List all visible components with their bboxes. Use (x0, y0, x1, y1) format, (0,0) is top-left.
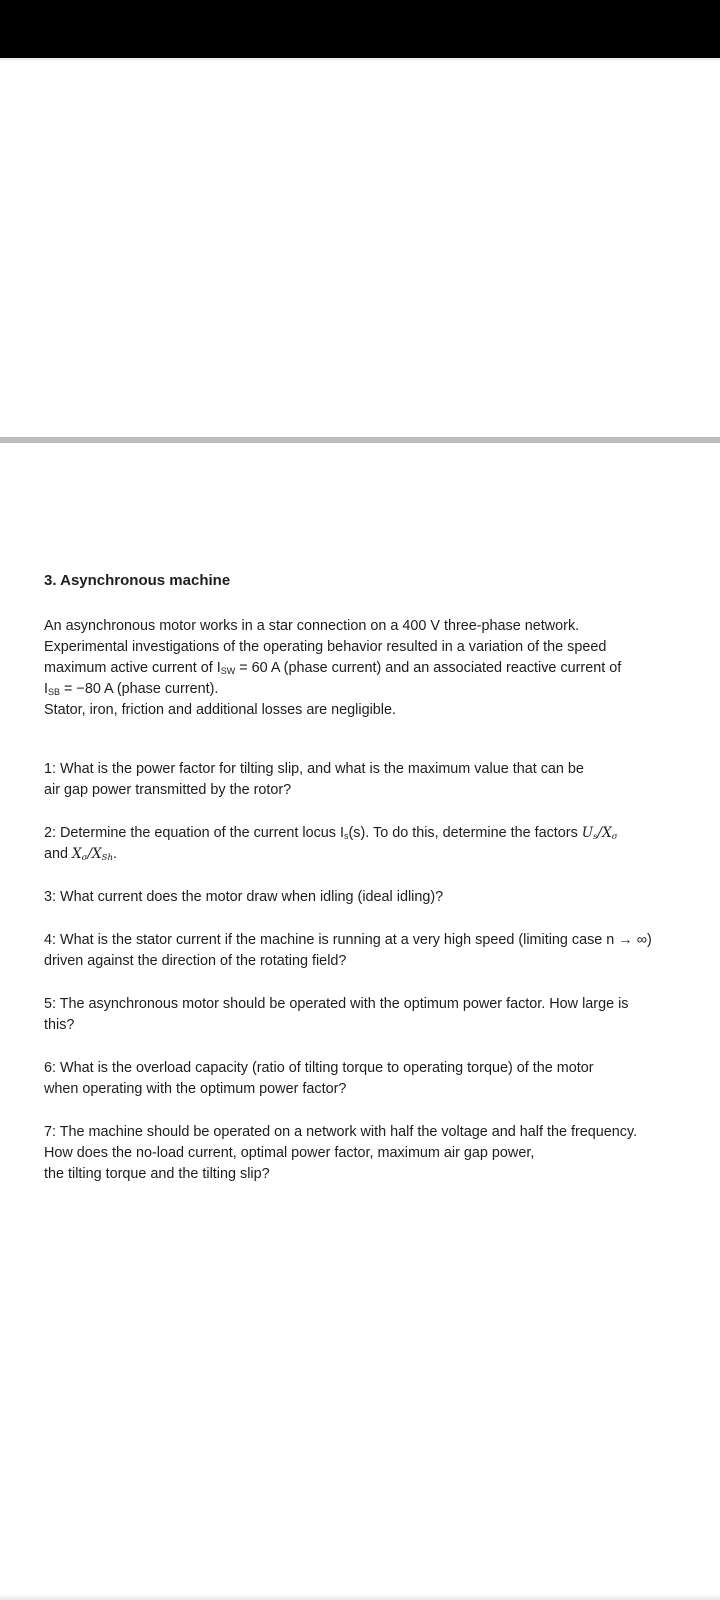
intro-line: Experimental investigations of the operating behavior resulted in a variation of the speed (44, 639, 607, 655)
question-6 (44, 1058, 684, 1100)
question-line: 6: What is the overload capacity (ratio of tilting torque to operating torque) of the motor (44, 1060, 594, 1076)
question-line: air gap power transmitted by the rotor? (44, 782, 292, 798)
question-line: the tilting torque and the tilting slip? (44, 1166, 270, 1182)
question-3 (44, 887, 684, 908)
text: = 60 A (phase current) and an associated reactive current of (235, 660, 622, 676)
question-line: this? (44, 1017, 75, 1033)
question-2 (44, 823, 684, 865)
top-bar (0, 0, 720, 58)
document-body (44, 570, 684, 1185)
question-line: 5: The asynchronous motor should be operated with the optimum power factor. How large is (44, 996, 629, 1012)
question-line: How does the no-load current, optimal power factor, maximum air gap power, (44, 1145, 535, 1161)
intro-line: An asynchronous motor works in a star connection on a 400 V three-phase network. (44, 618, 580, 634)
question-7 (44, 1122, 684, 1185)
intro-line (44, 658, 684, 679)
text: maximum active current of I (44, 660, 221, 676)
question-line: 7: The machine should be operated on a network with half the voltage and half the frequency. (44, 1124, 638, 1140)
intro-line (44, 679, 684, 700)
question-line: 1: What is the power factor for tilting slip, and what is the maximum value that can be (44, 761, 584, 777)
section-divider (0, 437, 720, 443)
subscript: SB (48, 687, 61, 697)
text: (s). To do this, determine the factors (348, 825, 582, 841)
subscript: SW (220, 666, 236, 676)
subscript: s (343, 831, 349, 841)
text: and (44, 846, 73, 862)
question-line: 3: What current does the motor draw when idling (ideal idling)? (44, 889, 444, 905)
top-bar-shadow (0, 58, 720, 62)
text: I (44, 681, 48, 697)
text: = −80 A (phase current). (60, 681, 219, 697)
math-expression: $X_\sigma/X_{Sh}$ (72, 846, 113, 863)
question-4 (44, 930, 684, 972)
bottom-shadow (0, 1594, 720, 1600)
text: 2: Determine the equation of the current locus I (44, 825, 344, 841)
text: . (112, 846, 117, 862)
question-5 (44, 994, 684, 1036)
question-line: when operating with the optimum power factor? (44, 1081, 347, 1097)
intro-paragraph (44, 616, 684, 721)
question-line: driven against the direction of the rotating field? (44, 953, 347, 969)
section-title: 3. Asynchronous machine (44, 572, 231, 589)
math-expression: $U_s/X_\sigma$ (581, 825, 618, 842)
question-line (44, 844, 684, 865)
question-line: 4: What is the stator current if the machine is running at a very high speed (limiting case n → ∞) (44, 932, 652, 948)
question-line (44, 823, 684, 844)
question-1 (44, 759, 684, 801)
intro-line: Stator, iron, friction and additional losses are negligible. (44, 702, 396, 718)
